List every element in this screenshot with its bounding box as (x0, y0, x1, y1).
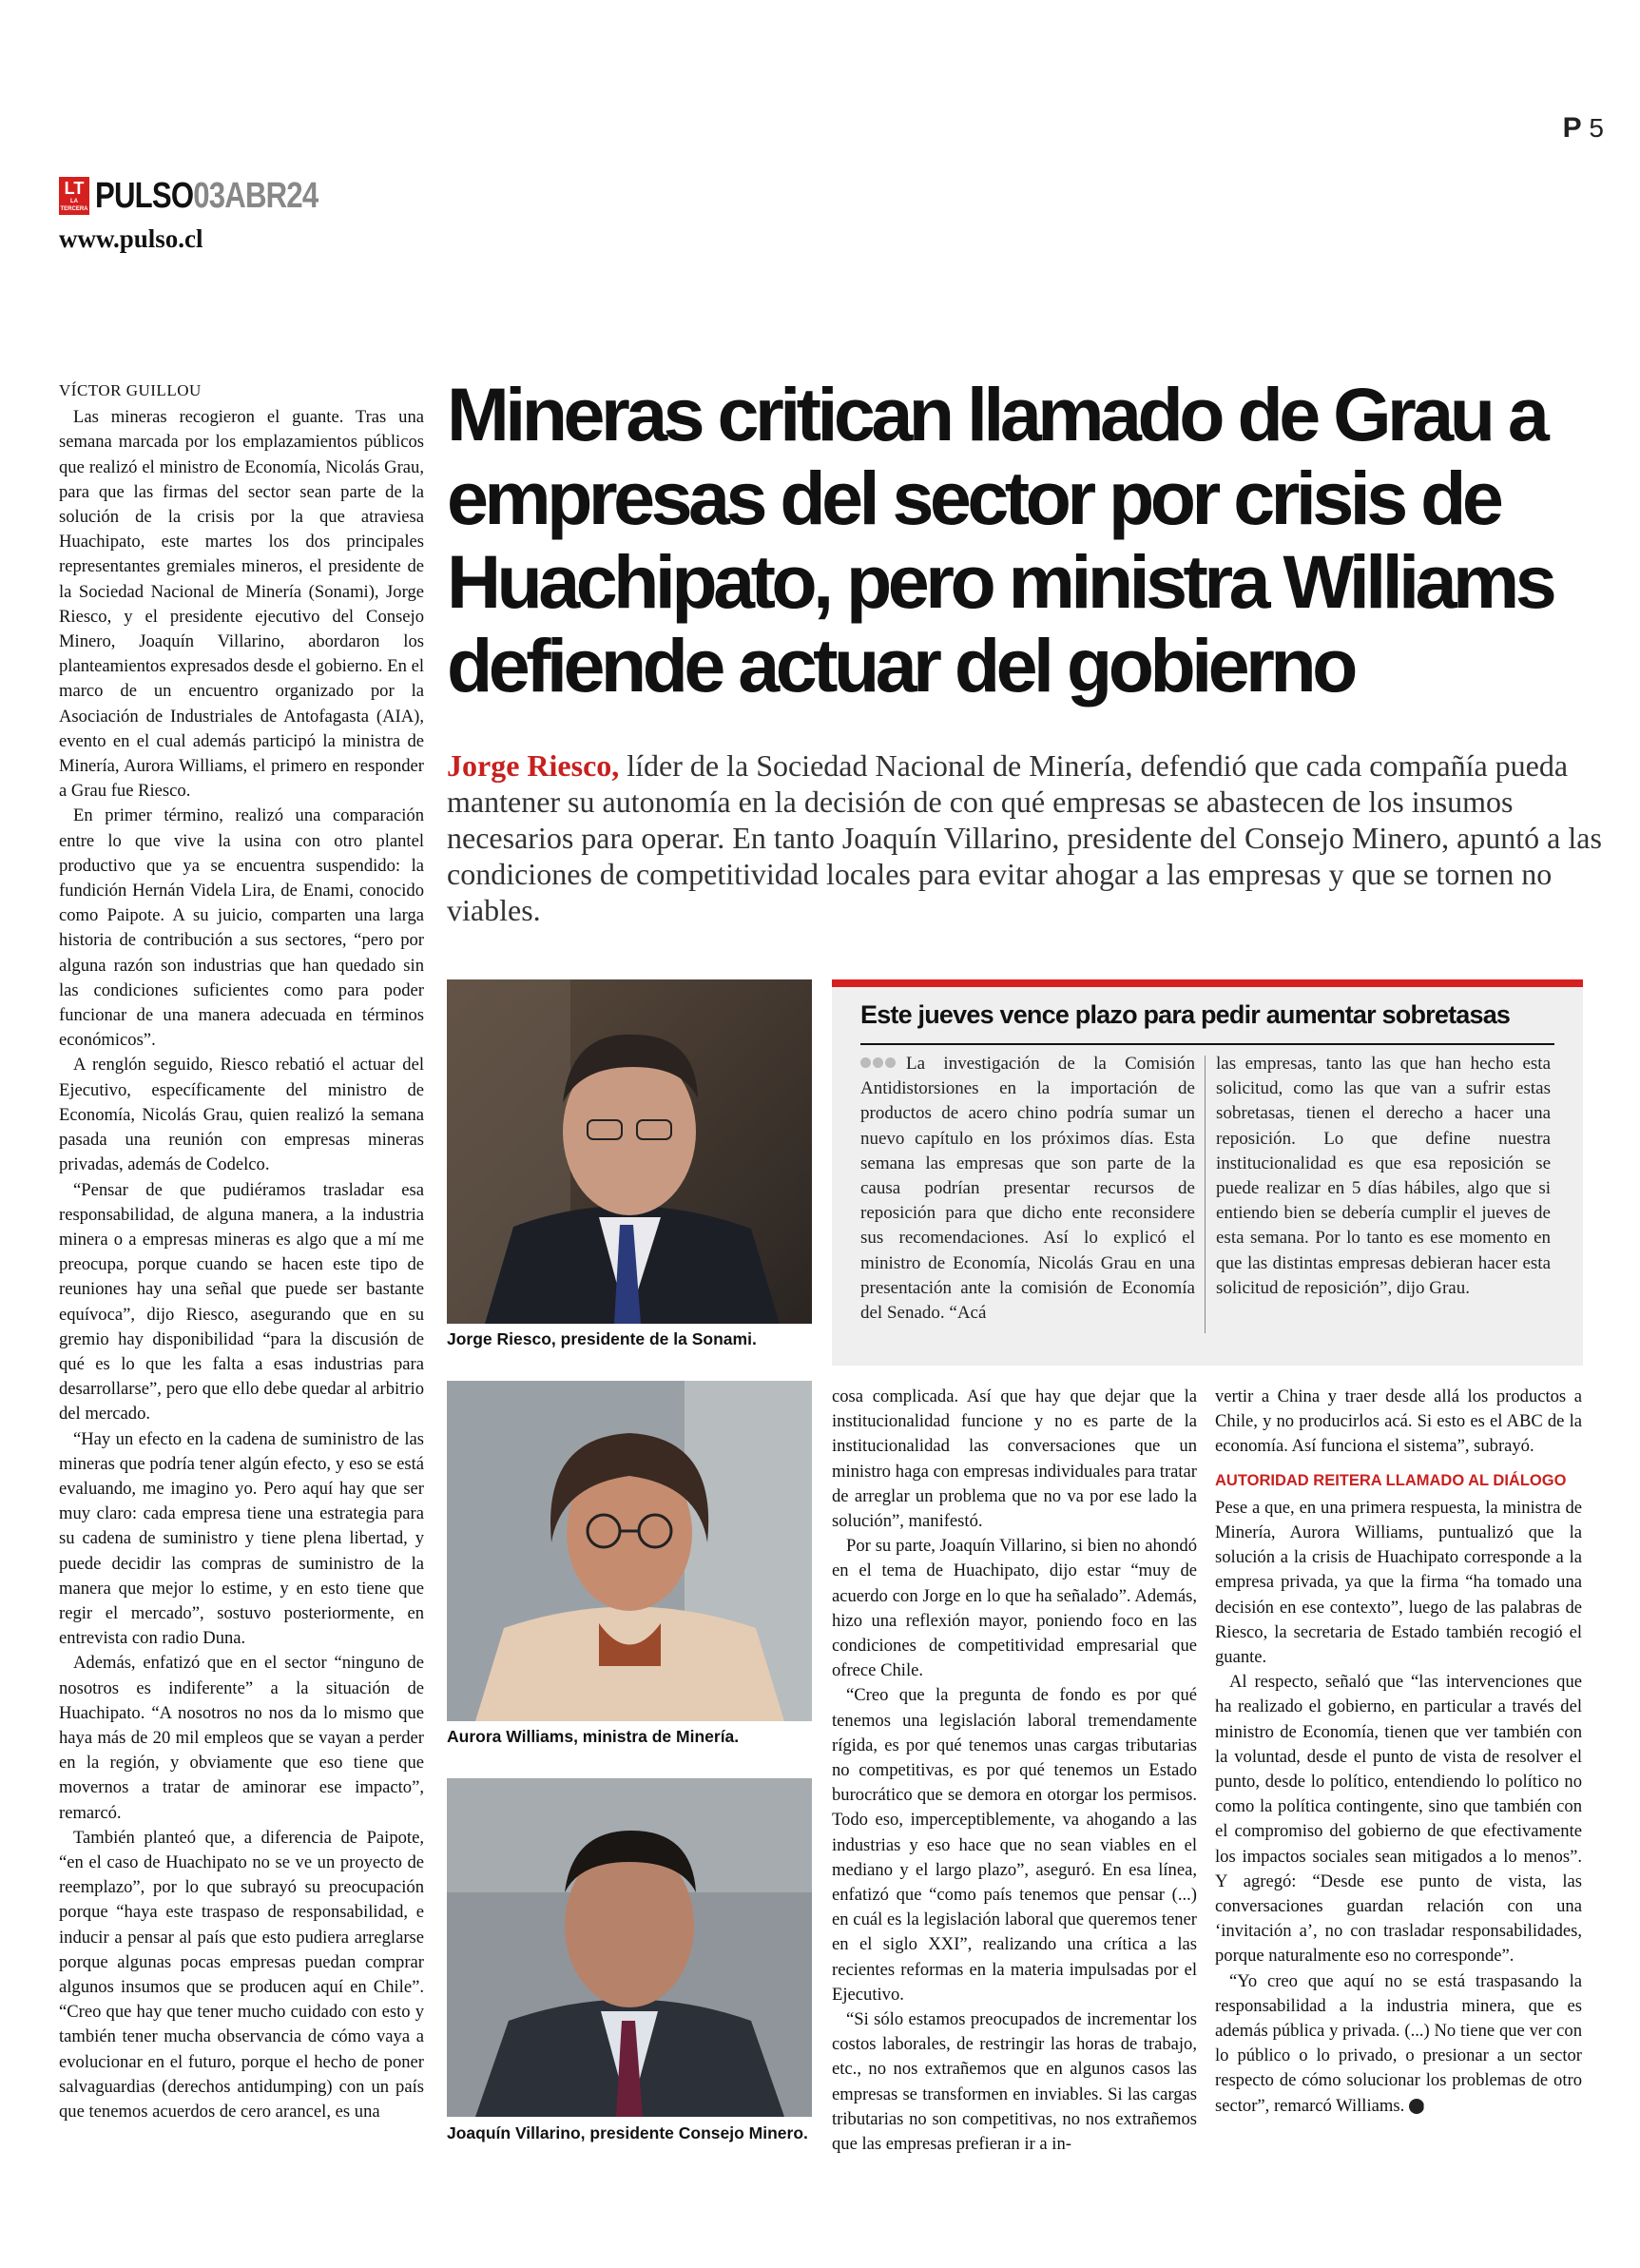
paragraph: “Pensar de que pudiéramos trasladar esa responsabilidad, de alguna manera, a la industria minera o a empresas mineras es algo que a mí me preocupa, porque cuando se hacen este tipo de reuniones hay una señal que puede ser bastante equívoca”, dijo Riesco, asegurando que en su gremio hay disponibilidad “para la discusión de qué es lo que les falta a esas industrias para desarrollarse”, pero que ello debe quedar al arbitrio del mercado. (59, 1179, 424, 1425)
paragraph: En primer término, realizó una comparación entre lo que vive la usina con otro plantel productivo que ya se encuentra suspendido: la fundición Hernán Videla Lira, de Enami, conocido como Paipote. A su juicio, comparten una larga historia de contribución a sus sectores, “pero por alguna razón son industrias que han quedado sin las condiciones suficientes como para poder funcionar de una manera adecuada en términos económicos”. (59, 805, 424, 1051)
lt-logo-icon: LT LA TERCERA (59, 177, 89, 215)
headline: Mineras critican llamado de Grau a empresas del sector por crisis de Huachipato, pero ministra Williams defiende actuar del gobierno (447, 372, 1553, 708)
page-prefix: P (1562, 112, 1582, 144)
deck-text: líder de la Sociedad Nacional de Minería, defendió que cada compañía pueda mantener su autonomía en la decisión de con qué empresas se abastecen de los insumos necesarios para operar. En tanto Joaquín Villarino, presidente del Consejo Minero, apuntó a las condiciones de competitividad locales para evitar ahogar a las empresas y que se tornen no viables. (447, 748, 1602, 927)
sidebar-title: Este jueves vence plazo para pedir aumentar sobretasas (860, 1000, 1511, 1029)
portrait-man-2-icon (447, 1778, 812, 2117)
middle-column (832, 1385, 1197, 2157)
page-number (1563, 112, 1604, 145)
paragraph: Las mineras recogieron el guante. Tras una semana marcada por los emplazamientos públicos que realizó el ministro de Economía, Nicolás Grau, para que las firmas del sector sean parte de la solución de la crisis por la que atraviesa Huachipato, este martes los dos principales representantes gremiales mineros, el presidente de la Sociedad Nacional de Minería (Sonami), Jorge Riesco, y el presidente ejecutivo del Consejo Minero, Joaquín Villarino, abordaron los planteamientos expresados desde el gobierno. En el marco de un encuentro organizado por la Asociación de Industriales de Antofagasta (AIA), evento en el cual además participó la ministra de Minería, Aurora Williams, el primero en responder a Grau fue Riesco. (59, 407, 424, 802)
subhead: AUTORIDAD REITERA LLAMADO AL DIÁLOGO (1215, 1471, 1567, 1489)
sidebar-divider (1205, 1056, 1206, 1333)
paragraph: Pese a que, en una primera respuesta, la ministra de Minería, Aurora Williams, puntualizó que la solución a la crisis de Huachipato corresponde a la empresa privada, ya que la firma “ha tomado una decisión en ese contexto”, luego de las palabras de Riesco, la secretaria de Estado también recogió el guante. (1215, 1497, 1582, 1668)
end-mark-icon: P (1409, 2099, 1424, 2114)
photo-jorge-riesco (447, 979, 812, 1324)
portrait-woman-icon (447, 1381, 812, 1721)
paragraph: “Hay un efecto en la cadena de suministro de las mineras que podría tener algún efecto, y eso se está evaluando, me imagino yo. Pero aquí hay que ser muy claro: cada empresa tiene una estrategia para su cadena de suministro y tiene plena libertad, y puede decidir las compras de suministro de la manera que mejor lo estime, y en esto tiene que regir el mercado”, sostuvo posteriormente, en entrevista con radio Duna. (59, 1428, 424, 1649)
paragraph: “Creo que la pregunta de fondo es por qué tenemos una legislación laboral tremendamente rígida, es por qué tenemos unas cargas tributarias no competitivas, es por qué tenemos un Estado burocrático que se demora en otorgar los permisos. Todo eso, imperceptiblemente, va ahogando a las industrias y eso hace que no sean viables en el mediano y el largo plazo”, aseguró. En esa línea, enfatizó que “como país tenemos que pensar (...) en cuál es la legislación laboral que queremos tener en el siglo XXI”, realizando una crítica a las recientes reformas en la materia impulsadas por el Ejecutivo. (832, 1685, 1197, 2005)
paragraph: Por su parte, Joaquín Villarino, si bien no ahondó en el tema de Huachipato, dijo estar “muy de acuerdo con Jorge en lo que ha señalado”. Además, hizo una reflexión mayor, poniendo foco en las condiciones de competitividad empresarial que ofrece Chile. (832, 1536, 1197, 1681)
paragraph: vertir a China y traer desde allá los productos a Chile, y no producirlos acá. Si esto es el ABC de la economía. Así funciona el sistema”, subrayó. (1215, 1386, 1582, 1457)
brand-date (95, 176, 318, 217)
photo-caption: Aurora Williams, ministra de Minería. (447, 1727, 740, 1746)
photo-joaquin-villarino (447, 1778, 812, 2117)
website-link[interactable]: www.pulso.cl (59, 224, 203, 253)
sidebar-text: La investigación de la Comisión Antidistorsiones en la importación de productos de acero chino podría sumar un nuevo capítulo en los próximos días. Esta semana las empresas que son parte de la causa podrían presentar recursos de reposición para que dicho ente reconsidere sus recomendaciones. Así lo explicó el ministro de Economía, Nicolás Grau en una presentación ante la comisión de Economía del Senado. “Acá (860, 1054, 1195, 1324)
photo-aurora-williams (447, 1381, 812, 1721)
paragraph: A renglón seguido, Riesco rebatió el actuar del Ejecutivo, específicamente del ministro de Economía, Nicolás Grau, quien realizó la semana pasada una reunión con empresas mineras privadas, además de Codelco. (59, 1055, 424, 1175)
issue-date: 03ABR24 (193, 175, 318, 216)
paragraph (1215, 1969, 1582, 2119)
paragraph: cosa complicada. Así que hay que dejar que la institucionalidad funcione y no es parte de la institucionalidad las conversaciones que un ministro haga con empresas individuales para tratar de arreglar un problema que no va por ese lado la solución”, manifestó. (832, 1386, 1197, 1532)
deck-name: Jorge Riesco, (447, 748, 620, 783)
paragraph: “Si sólo estamos preocupados de incrementar los costos laborales, de restringir las horas de trabajo, etc., no nos extrañemos que en algunos casos las empresas se transformen en inviables. Si las cargas tributarias no son competitivas, no nos extrañemos que las empresas prefieran ir a in- (832, 2009, 1197, 2155)
right-column (1215, 1385, 1582, 2119)
paragraph-text: “Yo creo que aquí no se está traspasando la responsabilidad a la industria minera, que es además pública y privada. (...) No tiene que ver con lo público o lo privado, o presionar a un sector respecto de cómo solucionar los problemas de otro sector”, remarcó Williams. (1215, 1970, 1582, 2116)
page-number-value: 5 (1589, 113, 1604, 143)
sidebar-rule (860, 1043, 1554, 1045)
publication-logo (59, 177, 367, 215)
portrait-man-1-icon (447, 979, 812, 1324)
sidebar-column-1 (860, 1052, 1195, 1326)
photo-caption: Jorge Riesco, presidente de la Sonami. (447, 1329, 757, 1348)
paragraph: También planteó que, a diferencia de Paipote, “en el caso de Huachipato no se ve un proyecto de reemplazo”, por lo que subrayó su preocupación porque “haya este traspaso de responsabilidad, e inducir a pensar al país que esto pudiera arreglarse porque algunas pocas empresas puedan comprar algunos insumos que se producen aquí en Chile”. “Creo que hay que tener mucho cuidado con esto y también tener mucha observancia de cómo vaya a evolucionar en el futuro, porque el hecho de poner salvaguardias (derechos antidumping) con un país que tenemos acuerdos de cero arancel, es una (59, 1827, 424, 2123)
byline: VÍCTOR GUILLOU (59, 381, 202, 399)
sidebar-column-2: las empresas, tanto las que han hecho esta solicitud, como las que van a sufrir estas sobretasas, tienen el derecho a hacer una reposición. Lo que define nuestra institucionalidad es que esa reposición se puede realizar en 5 días hábiles, algo que si entiendo bien se debería cumplir el jueves de esta semana. Por lo tanto es ese momento en que las distintas empresas debieran hacer esta solicitud de reposición”, dijo Grau. (1216, 1054, 1551, 1298)
brand-name: PULSO (95, 175, 194, 216)
paragraph: Además, enfatizó que en el sector “ninguno de nosotros es indiferente” a la situación de Huachipato. “A nosotros no nos da lo mismo que haya más de 20 mil empleos que se vayan a perder en la región, y obviamente que eso tiene que movernos a tratar de aminorar ese impacto”, remarcó. (59, 1653, 424, 1823)
deck (447, 747, 1602, 928)
photo-caption: Joaquín Villarino, presidente Consejo Minero. (447, 2123, 808, 2142)
bullet-dots-icon (860, 1056, 906, 1069)
paragraph: Al respecto, señaló que “las intervenciones que ha realizado el gobierno, en particular a través del ministro de Economía, tienen que ver también con la voluntad, desde el punto de vista de resolver el punto, desde lo político, entendiendo lo político no como la política contingente, sino que también con el compromiso del gobierno de que efectivamente los impactos sociales sean mitigados a lo menos”. Y agregó: “Desde ese punto de vista, las conversaciones guardan relación con una ‘invitación a’, no con trasladar responsabilidades, porque naturalmente eso no corresponde”. (1215, 1672, 1582, 1967)
left-column (59, 378, 424, 2124)
